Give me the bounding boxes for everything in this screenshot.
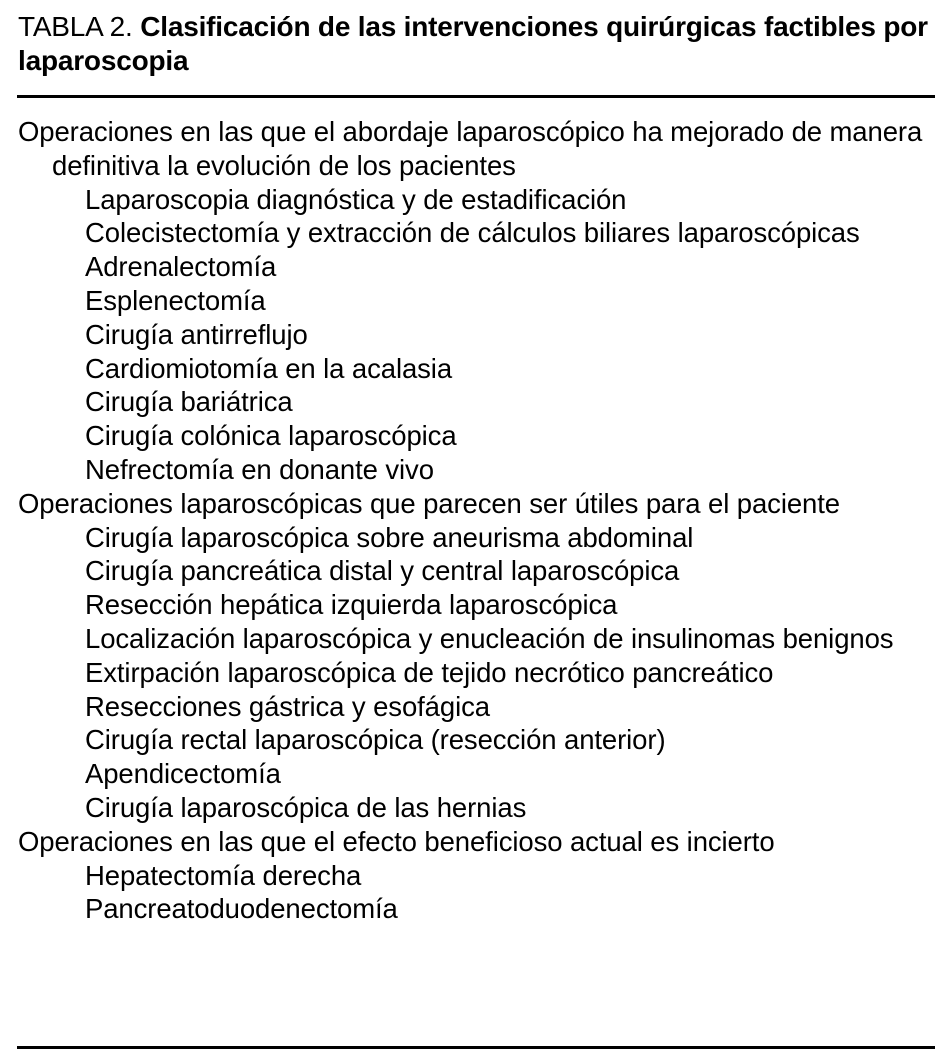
table-caption [18,10,928,78]
group-useful [18,487,938,825]
group-improved [18,115,938,487]
list-item: Cirugía laparoscópica de las hernias [85,791,527,823]
classification-list [18,115,938,926]
top-rule [17,95,935,98]
list-item: Cirugía antirreflujo [85,318,308,350]
table-label: TABLA 2. [18,11,133,42]
list-item: Esplenectomía [85,284,266,316]
list-item: Laparoscopia diagnóstica y de estadificación [85,183,627,215]
list-item: Cardiomiotomía en la acalasia [85,352,453,384]
list-item: Apendicectomía [85,758,281,790]
group-uncertain [18,825,938,926]
list-item: Nefrectomía en donante vivo [85,453,434,485]
list-item: Resecciones gástrica y esofágica [85,690,490,722]
list-item: Cirugía bariátrica [85,386,293,418]
group-heading: Operaciones laparoscópicas que parecen ser útiles para el paciente [18,487,840,519]
group-items [18,859,938,927]
list-item: Cirugía rectal laparoscópica (resección anterior) [85,724,666,756]
table-title: Clasificación de las intervenciones quirúrgicas factibles por laparoscopia [18,11,928,76]
list-item: Resección hepática izquierda laparoscópica [85,589,618,621]
list-item: Pancreatoduodenectomía [85,893,398,925]
list-item: Localización laparoscópica y enucleación de insulinomas benignos [85,622,894,654]
list-item: Extirpación laparoscópica de tejido necrótico pancreático [85,656,774,688]
group-items [18,183,938,487]
list-item: Cirugía laparoscópica sobre aneurisma abdominal [85,521,694,553]
list-item: Cirugía pancreática distal y central laparoscópica [85,555,680,587]
list-item: Hepatectomía derecha [85,859,362,891]
group-items [18,521,938,825]
list-item: Colecistectomía y extracción de cálculos biliares laparoscópicas [85,217,860,249]
list-item: Adrenalectomía [85,251,277,283]
group-heading: Operaciones en las que el efecto beneficioso actual es incierto [18,825,775,857]
group-heading: Operaciones en las que el abordaje laparoscópico ha mejorado de manera definitiva la evolución de los pacientes [18,116,923,181]
bottom-rule [17,1046,935,1049]
list-item: Cirugía colónica laparoscópica [85,420,457,452]
